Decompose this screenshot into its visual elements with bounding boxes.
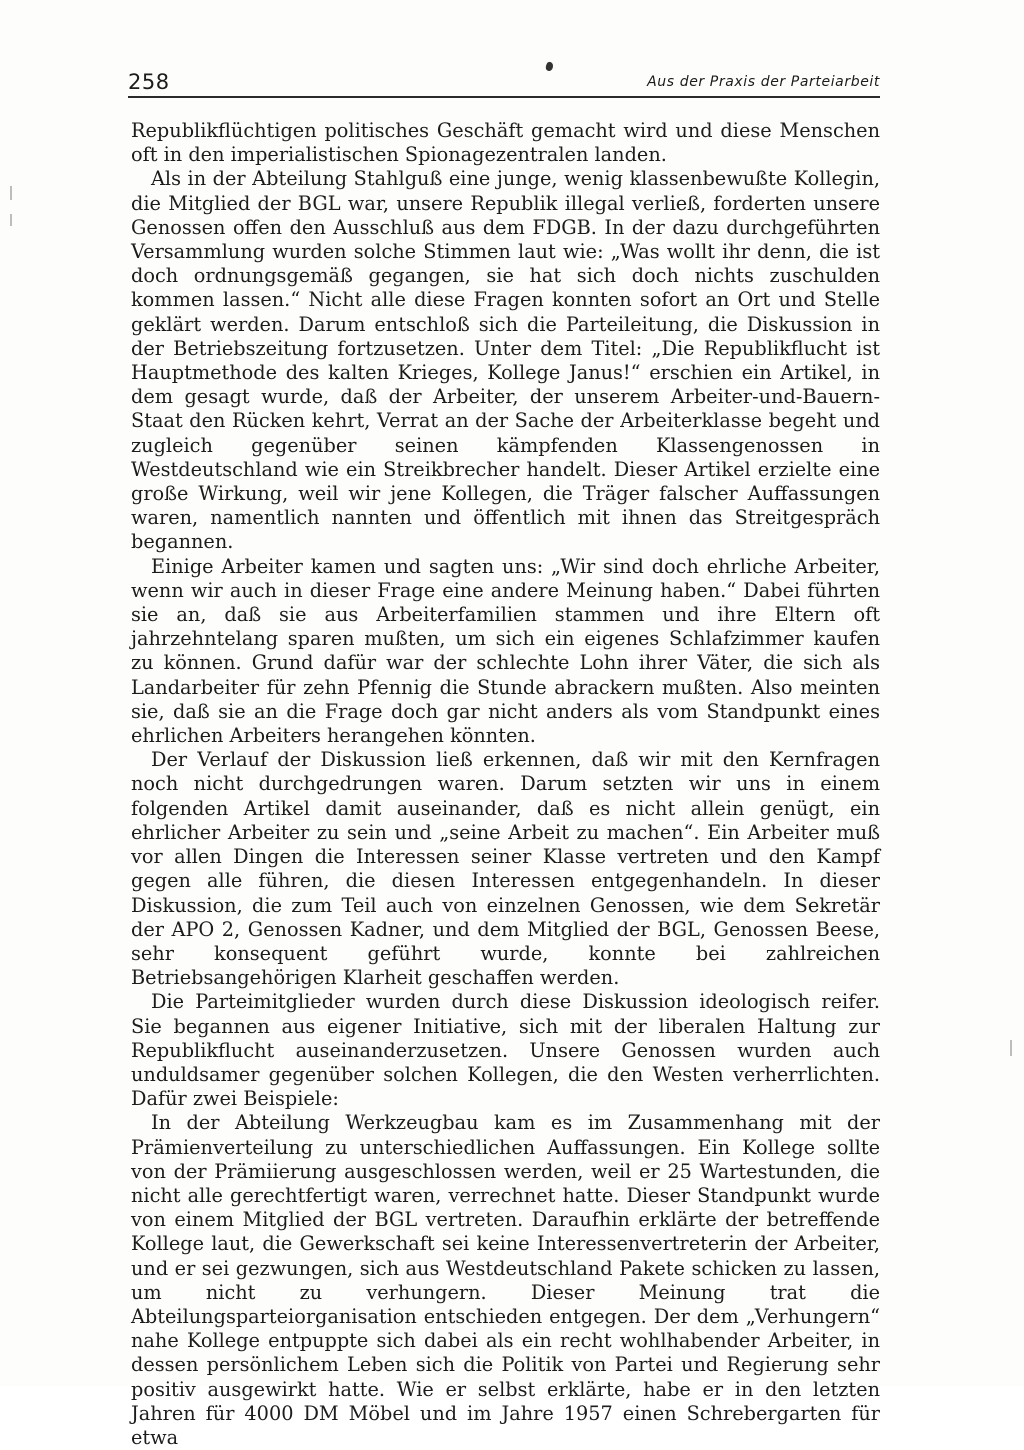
paragraph-6: In der Abteilung Werkzeugbau kam es im Zusammenhang mit der Prämienverteilung zu unterschiedlichen Auffassungen. Ein Kollege sollte von der Prämiierung ausgeschlossen werden, weil er 25 Wartestunden, die nicht alle gerechtfertigt waren, verrechnet hatte. Dieser Standpunkt wurde von einem Mitglied der BGL vertreten. Daraufhin erklärte der betreffende Kollege laut, die Gewerkschaft sei keine Interessenvertreterin der Arbeiter, und er sei gezwungen, sich aus Westdeutschland Pakete schicken zu lassen, um nicht zu verhungern. Dieser Meinung trat die Abteilungsparteiorganisation entschieden entgegen. Der dem „Verhungern“ nahe Kollege entpuppte sich dabei als ein recht wohlhabender Arbeiter, in dessen persönlichem Leben sich die Politik von Partei und Regierung sehr positiv ausgewirkt hatte. Wie er selbst erklärte, habe er in den letzten Jahren für 4000 DM Möbel und im Jahre 1957 einen Schrebergarten für etwa [131,1111,880,1449]
paragraph-5: Die Parteimitglieder wurden durch diese Diskussion ideologisch reifer. Sie begannen aus eigener Initiative, sich mit der liberalen Haltung zur Republikflucht auseinanderzusetzen. Unsere Genossen wurden auch unduldsamer gegenüber solchen Kollegen, die den Westen verherrlichten. Dafür zwei Beispiele: [131,990,880,1111]
page-header [128,70,880,96]
running-head: Aus der Praxis der Parteiarbeit [647,74,880,90]
paragraph-2: Als in der Abteilung Stahlguß eine junge, wenig klassenbewußte Kollegin, die Mitglied der BGL war, unsere Republik illegal verließ, forderten unsere Genossen offen den Ausschluß aus dem FDGB. In der dazu durchgeführten Versammlung wurden solche Stimmen laut wie: „Was wollt ihr denn, die ist doch ordnungsgemäß gegangen, sie hat sich doch nichts zuschulden kommen lassen.“ Nicht alle diese Fragen konnten sofort an Ort und Stelle geklärt werden. Darum entschloß sich die Parteileitung, die Diskussion in der Betriebszeitung fortzusetzen. Unter dem Titel: „Die Republikflucht ist Hauptmethode des kalten Krieges, Kollege Janus!“ erschien ein Artikel, in dem gesagt wurde, daß der Arbeiter, der unserem Arbeiter-und-Bauern-Staat den Rücken kehrt, Verrat an der Sache der Arbeiterklasse begeht und zugleich gegenüber seinen kämpfenden Klassengenossen in Westdeutschland wie ein Streikbrecher handelt. Dieser Artikel erzielte eine große Wirkung, weil wir jene Kollegen, die Träger falscher Auffassungen waren, namentlich nannten und öffentlich mit ihnen das Streitgespräch begannen. [131,167,880,554]
paragraph-4: Der Verlauf der Diskussion ließ erkennen, daß wir mit den Kernfragen noch nicht durchgedrungen waren. Darum setzten wir uns in einem folgenden Artikel damit auseinander, daß es nicht allein genügt, ein ehrlicher Arbeiter zu sein und „seine Arbeit zu machen“. Ein Arbeiter muß vor allen Dingen die Interessen seiner Klasse vertreten und den Kampf gegen alle führen, die diesen Interessen entgegenhandeln. In dieser Diskussion, die zum Teil auch von einzelnen Genossen, wie dem Sekretär der APO 2, Genossen Kadner, und dem Mitglied der BGL, Genossen Beese, sehr konsequent geführt wurde, konnte bei zahlreichen Betriebsangehörigen Klarheit geschaffen werden. [131,748,880,990]
header-rule [128,96,880,98]
page-number: 258 [128,70,170,94]
paragraph-3: Einige Arbeiter kamen und sagten uns: „Wir sind doch ehrliche Arbeiter, wenn wir auch in dieser Frage eine andere Meinung haben.“ Dabei führten sie an, daß sie aus Arbeiterfamilien stammen und ihre Eltern oft jahrzehntelang sparen mußten, um sich ein eigenes Schlafzimmer kaufen zu können. Grund dafür war der schlechte Lohn ihrer Väter, die sich als Landarbeiter für zehn Pfennig die Stunde abrackern mußten. Also meinten sie, daß sie an die Frage doch gar nicht anders als vom Standpunkt eines ehrlichen Arbeiters herangehen könnten. [131,554,880,748]
margin-mark [10,186,12,200]
margin-mark [10,214,12,226]
paragraph-1: Republikflüchtigen politisches Geschäft gemacht wird und diese Menschen oft in den imperialistischen Spionagezentralen landen. [131,119,880,167]
margin-mark [1010,1040,1012,1056]
body-text [131,119,880,1450]
